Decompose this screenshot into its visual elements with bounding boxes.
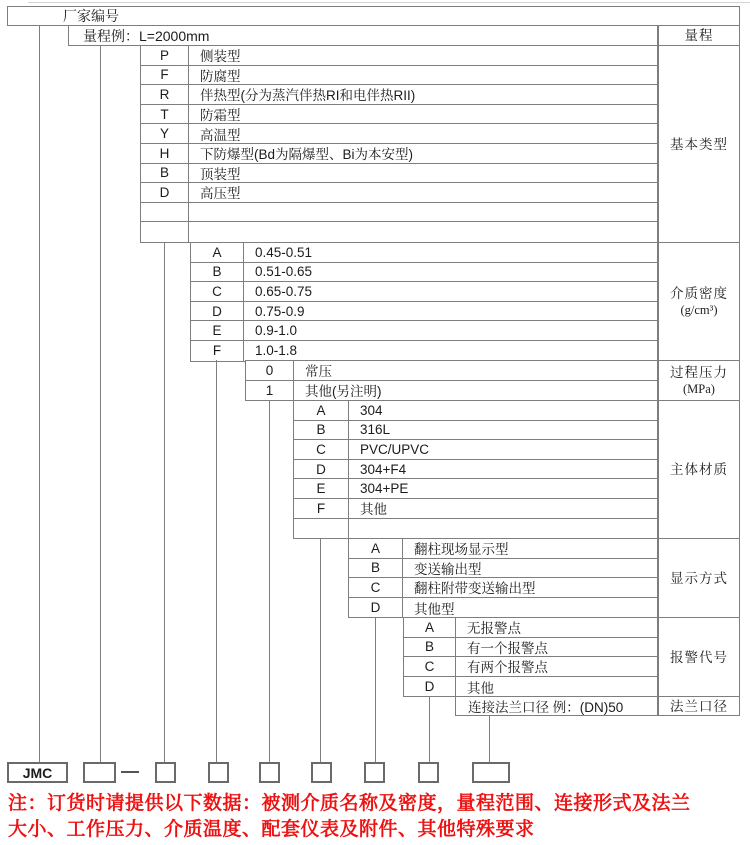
desc-cell: 有两个报警点 xyxy=(467,660,548,676)
desc-cell: 其他型 xyxy=(414,601,455,617)
code-cell: C xyxy=(404,657,456,676)
table-row xyxy=(404,657,657,677)
table-row xyxy=(349,598,657,618)
desc-cell: 其他 xyxy=(360,502,387,518)
table-row xyxy=(246,381,657,401)
flange-size-row xyxy=(455,696,658,716)
desc-cell: 翻柱现场显示型 xyxy=(414,542,509,558)
note-line: 大小、工作压力、介质温度、配套仪表及附件、其他特殊要求 xyxy=(8,819,535,840)
code-cell: H xyxy=(141,144,189,163)
desc-cell xyxy=(189,222,657,242)
table-row xyxy=(141,66,657,86)
table-row xyxy=(191,321,657,341)
label-process-pressure xyxy=(658,360,740,401)
label-text: 过程压力 xyxy=(670,364,728,380)
code-cell: F xyxy=(191,341,244,361)
flange-size-text: 连接法兰口径 例：(DN)50 xyxy=(468,700,624,715)
range-example-text: 量程例：L=2000mm xyxy=(83,27,210,44)
table-row xyxy=(349,578,657,598)
desc-cell: 1.0-1.8 xyxy=(255,343,298,359)
table-row xyxy=(191,341,657,361)
desc-cell: 下防爆型(Bd为隔爆型、Bi为本安型) xyxy=(200,147,414,163)
table-row xyxy=(294,421,657,441)
code-cell: A xyxy=(294,401,349,420)
desc-cell: 0.75-0.9 xyxy=(255,303,305,319)
table-row xyxy=(246,361,657,381)
code-box xyxy=(311,762,332,783)
desc-cell: 304 xyxy=(360,402,383,418)
process-pressure-table xyxy=(245,360,658,401)
label-range xyxy=(658,25,740,46)
code-cell: F xyxy=(294,499,349,518)
desc-cell xyxy=(349,519,657,539)
code-cell xyxy=(141,203,189,222)
code-box xyxy=(364,762,385,783)
label-alarm-code xyxy=(658,617,740,697)
connector-line xyxy=(39,26,40,762)
table-row xyxy=(404,618,657,638)
desc-cell: 其他 xyxy=(467,680,494,696)
table-row xyxy=(294,519,657,539)
code-cell: C xyxy=(349,578,403,597)
separator-dash xyxy=(121,771,139,773)
code-cell xyxy=(141,222,189,242)
label-display-mode xyxy=(658,538,740,618)
table-row xyxy=(294,479,657,499)
code-cell: D xyxy=(141,183,189,202)
desc-cell: 0.45-0.51 xyxy=(255,244,313,260)
code-cell: C xyxy=(191,282,244,301)
label-subtext: (MPa) xyxy=(683,381,715,396)
code-cell: F xyxy=(141,66,189,85)
table-row xyxy=(141,183,657,203)
code-cell: D xyxy=(191,302,244,321)
table-row xyxy=(141,124,657,144)
desc-cell: 变送输出型 xyxy=(414,561,482,577)
connector-line xyxy=(375,617,376,762)
desc-cell: 0.65-0.75 xyxy=(255,283,313,299)
desc-cell: 316L xyxy=(360,422,391,438)
desc-cell: 防霜型 xyxy=(200,108,241,124)
code-cell: 0 xyxy=(246,361,294,380)
model-prefix-text: JMC xyxy=(22,764,53,781)
connector-line xyxy=(164,242,165,762)
desc-cell: 侧装型 xyxy=(200,49,241,65)
code-box xyxy=(155,762,176,783)
desc-cell: 0.51-0.65 xyxy=(255,264,313,280)
label-text: 显示方式 xyxy=(670,570,728,586)
code-cell: T xyxy=(141,105,189,124)
manufacturer-number-label: 厂家编号 xyxy=(63,8,119,24)
table-row xyxy=(191,282,657,302)
code-cell: B xyxy=(191,263,244,282)
table-row xyxy=(141,164,657,184)
desc-cell: 高温型 xyxy=(200,127,241,143)
desc-cell xyxy=(189,203,657,222)
body-material-table xyxy=(293,400,658,539)
table-row xyxy=(141,144,657,164)
code-cell: B xyxy=(404,638,456,657)
label-basic-type xyxy=(658,45,740,243)
alarm-code-table xyxy=(403,617,658,697)
display-mode-table xyxy=(348,538,658,618)
table-row xyxy=(294,401,657,421)
note-line: 注：订货时请提供以下数据：被测介质名称及密度，量程范围、连接形式及法兰 xyxy=(8,793,691,814)
connector-line xyxy=(320,538,321,762)
code-box xyxy=(83,762,116,783)
connector-line xyxy=(216,360,217,762)
code-cell: A xyxy=(349,539,403,558)
code-cell: E xyxy=(191,321,244,340)
label-text: 主体材质 xyxy=(670,462,728,477)
desc-cell: 有一个报警点 xyxy=(467,640,548,656)
connector-line xyxy=(429,696,430,762)
table-row xyxy=(404,677,657,697)
label-text: 报警代号 xyxy=(670,649,728,665)
code-cell: D xyxy=(349,598,403,618)
code-cell: B xyxy=(349,559,403,578)
code-cell: B xyxy=(141,164,189,183)
manufacturer-number-row xyxy=(7,6,740,26)
code-box xyxy=(418,762,439,783)
code-cell: P xyxy=(141,46,189,65)
connector-line xyxy=(269,400,270,762)
code-box xyxy=(259,762,280,783)
label-medium-density xyxy=(658,242,740,361)
table-row xyxy=(294,499,657,519)
desc-cell: 高压型 xyxy=(200,186,241,202)
table-row xyxy=(141,46,657,66)
ordering-note xyxy=(8,791,750,843)
desc-cell: 304+PE xyxy=(360,481,409,497)
table-row xyxy=(349,539,657,559)
label-body-material xyxy=(658,400,740,539)
desc-cell: 伴热型(分为蒸汽伴热RI和电伴热RII) xyxy=(200,88,416,104)
code-cell: D xyxy=(294,460,349,479)
table-row xyxy=(191,302,657,322)
label-text: 量程 xyxy=(684,28,714,43)
desc-cell: 304+F4 xyxy=(360,461,407,477)
desc-cell: PVC/UPVC xyxy=(360,441,430,457)
code-cell: 1 xyxy=(246,381,294,401)
code-cell: Y xyxy=(141,124,189,143)
label-text: 基本类型 xyxy=(670,136,728,152)
code-cell: C xyxy=(294,440,349,459)
code-cell: R xyxy=(141,85,189,104)
top-divider xyxy=(28,2,750,3)
medium-density-table xyxy=(190,242,658,362)
desc-cell: 顶装型 xyxy=(200,166,241,182)
connector-line xyxy=(489,715,490,762)
table-row xyxy=(191,263,657,283)
table-row xyxy=(141,105,657,125)
range-example-row xyxy=(68,25,658,46)
desc-cell: 翻柱附带变送输出型 xyxy=(414,581,536,597)
code-cell: D xyxy=(404,677,456,697)
code-box xyxy=(208,762,229,783)
code-cell: E xyxy=(294,479,349,498)
table-row xyxy=(404,638,657,658)
code-box xyxy=(472,762,510,783)
desc-cell: 防腐型 xyxy=(200,68,241,84)
table-row xyxy=(294,440,657,460)
desc-cell: 无报警点 xyxy=(467,621,521,637)
label-subtext: (g/cm³) xyxy=(680,302,718,317)
table-row xyxy=(141,222,657,242)
desc-cell: 其他(另注明) xyxy=(305,384,382,400)
basic-type-table xyxy=(140,45,658,243)
code-cell xyxy=(294,519,349,539)
code-cell: A xyxy=(404,618,456,637)
code-cell: A xyxy=(191,243,244,262)
label-flange-size xyxy=(658,696,740,716)
table-row xyxy=(294,460,657,480)
table-row xyxy=(141,85,657,105)
desc-cell: 0.9-1.0 xyxy=(255,323,298,339)
desc-cell: 常压 xyxy=(305,364,332,380)
code-cell: B xyxy=(294,421,349,440)
table-row xyxy=(141,203,657,223)
label-text: 介质密度 xyxy=(670,285,728,301)
label-text: 法兰口径 xyxy=(670,698,728,714)
connector-line xyxy=(100,45,101,762)
table-row xyxy=(191,243,657,263)
model-prefix-box xyxy=(7,762,68,783)
table-row xyxy=(349,559,657,579)
